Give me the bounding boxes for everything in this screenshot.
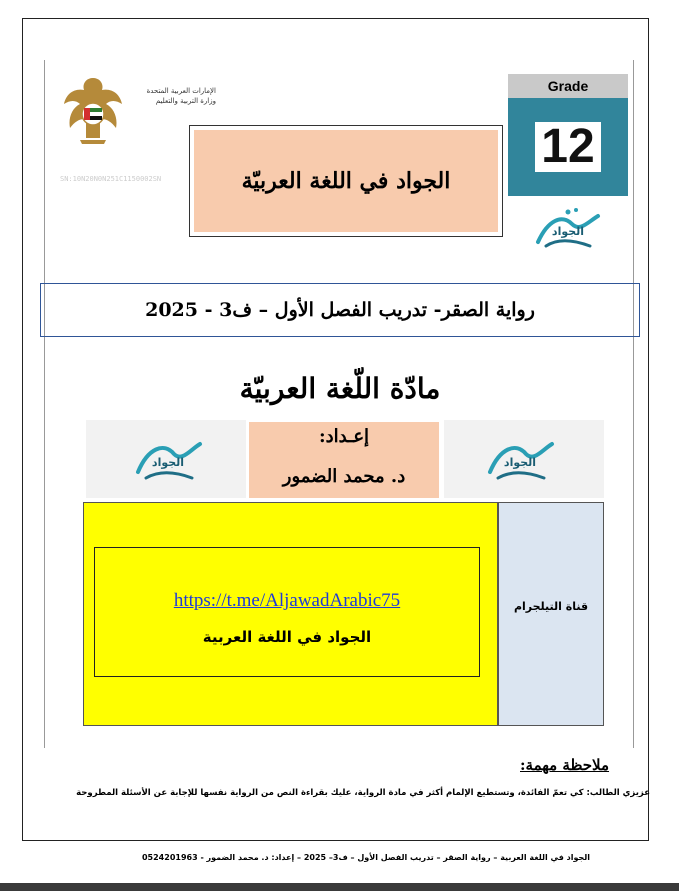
serial-watermark: SN:10N20N0N251C1150002SN — [60, 175, 162, 183]
author-label: إعـداد: — [318, 426, 370, 447]
subtitle-text: رواية الصقر- تدريب الفصل الأول – ف3 - 2025 — [145, 299, 535, 321]
grade-number-panel — [508, 98, 628, 196]
logo-text-left: الجواد — [151, 456, 185, 469]
channel-name: الجواد في اللغة العربية — [202, 628, 372, 646]
title-box — [189, 125, 503, 237]
aljawad-logo-top — [518, 200, 618, 260]
logo-text-right: الجواد — [503, 456, 537, 469]
author-box — [249, 422, 439, 498]
aljawad-logo-right-icon — [444, 420, 604, 498]
telegram-label: قناة التيلجرام — [513, 600, 589, 613]
title-panel — [194, 130, 498, 232]
right-logo-panel — [444, 420, 604, 498]
aljawad-logo-left-icon — [86, 420, 246, 498]
telegram-label-box — [498, 502, 604, 726]
grade-badge — [508, 74, 628, 196]
author-name: د. محمد الضمور — [282, 466, 406, 487]
note-text: عزيزي الطالب: كي تعمّ الفائدة، وتستطيع الإلمام أكثر في مادة الرواية، عليك بقراءة النص من الرواية نفسها للإجابة عن الأسئلة المطروحة — [76, 788, 650, 798]
telegram-link[interactable]: https://t.me/AljawadArabic75 — [173, 590, 401, 611]
channel-box — [83, 502, 498, 726]
grade-label: Grade — [508, 74, 628, 98]
subject-heading: مادّة اللّغة العربيّة — [239, 372, 441, 405]
ministry-line-2: وزارة التربية والتعليم — [155, 97, 216, 105]
grade-number: 12 — [535, 122, 600, 172]
logo-text: الجواد — [551, 225, 585, 238]
subtitle-box — [40, 283, 640, 337]
left-logo-panel — [86, 420, 246, 498]
page-footer: الجواد في اللغة العربية – رواية الصقر – تدريب الفصل الأول – ف3– 2025 – إعداد: د. محمد الضمور - 0524201963 — [141, 853, 590, 862]
page-title: الجواد في اللغة العربيّة — [241, 168, 451, 194]
bottom-bar — [0, 883, 679, 891]
uae-emblem-icon — [60, 74, 126, 146]
aljawad-logo-icon — [528, 202, 608, 258]
ministry-name — [128, 86, 216, 106]
channel-inner-box — [94, 547, 480, 677]
note-title: ملاحظة مهمة: — [520, 756, 610, 774]
ministry-line-1: الإمارات العربية المتحدة — [146, 87, 216, 95]
